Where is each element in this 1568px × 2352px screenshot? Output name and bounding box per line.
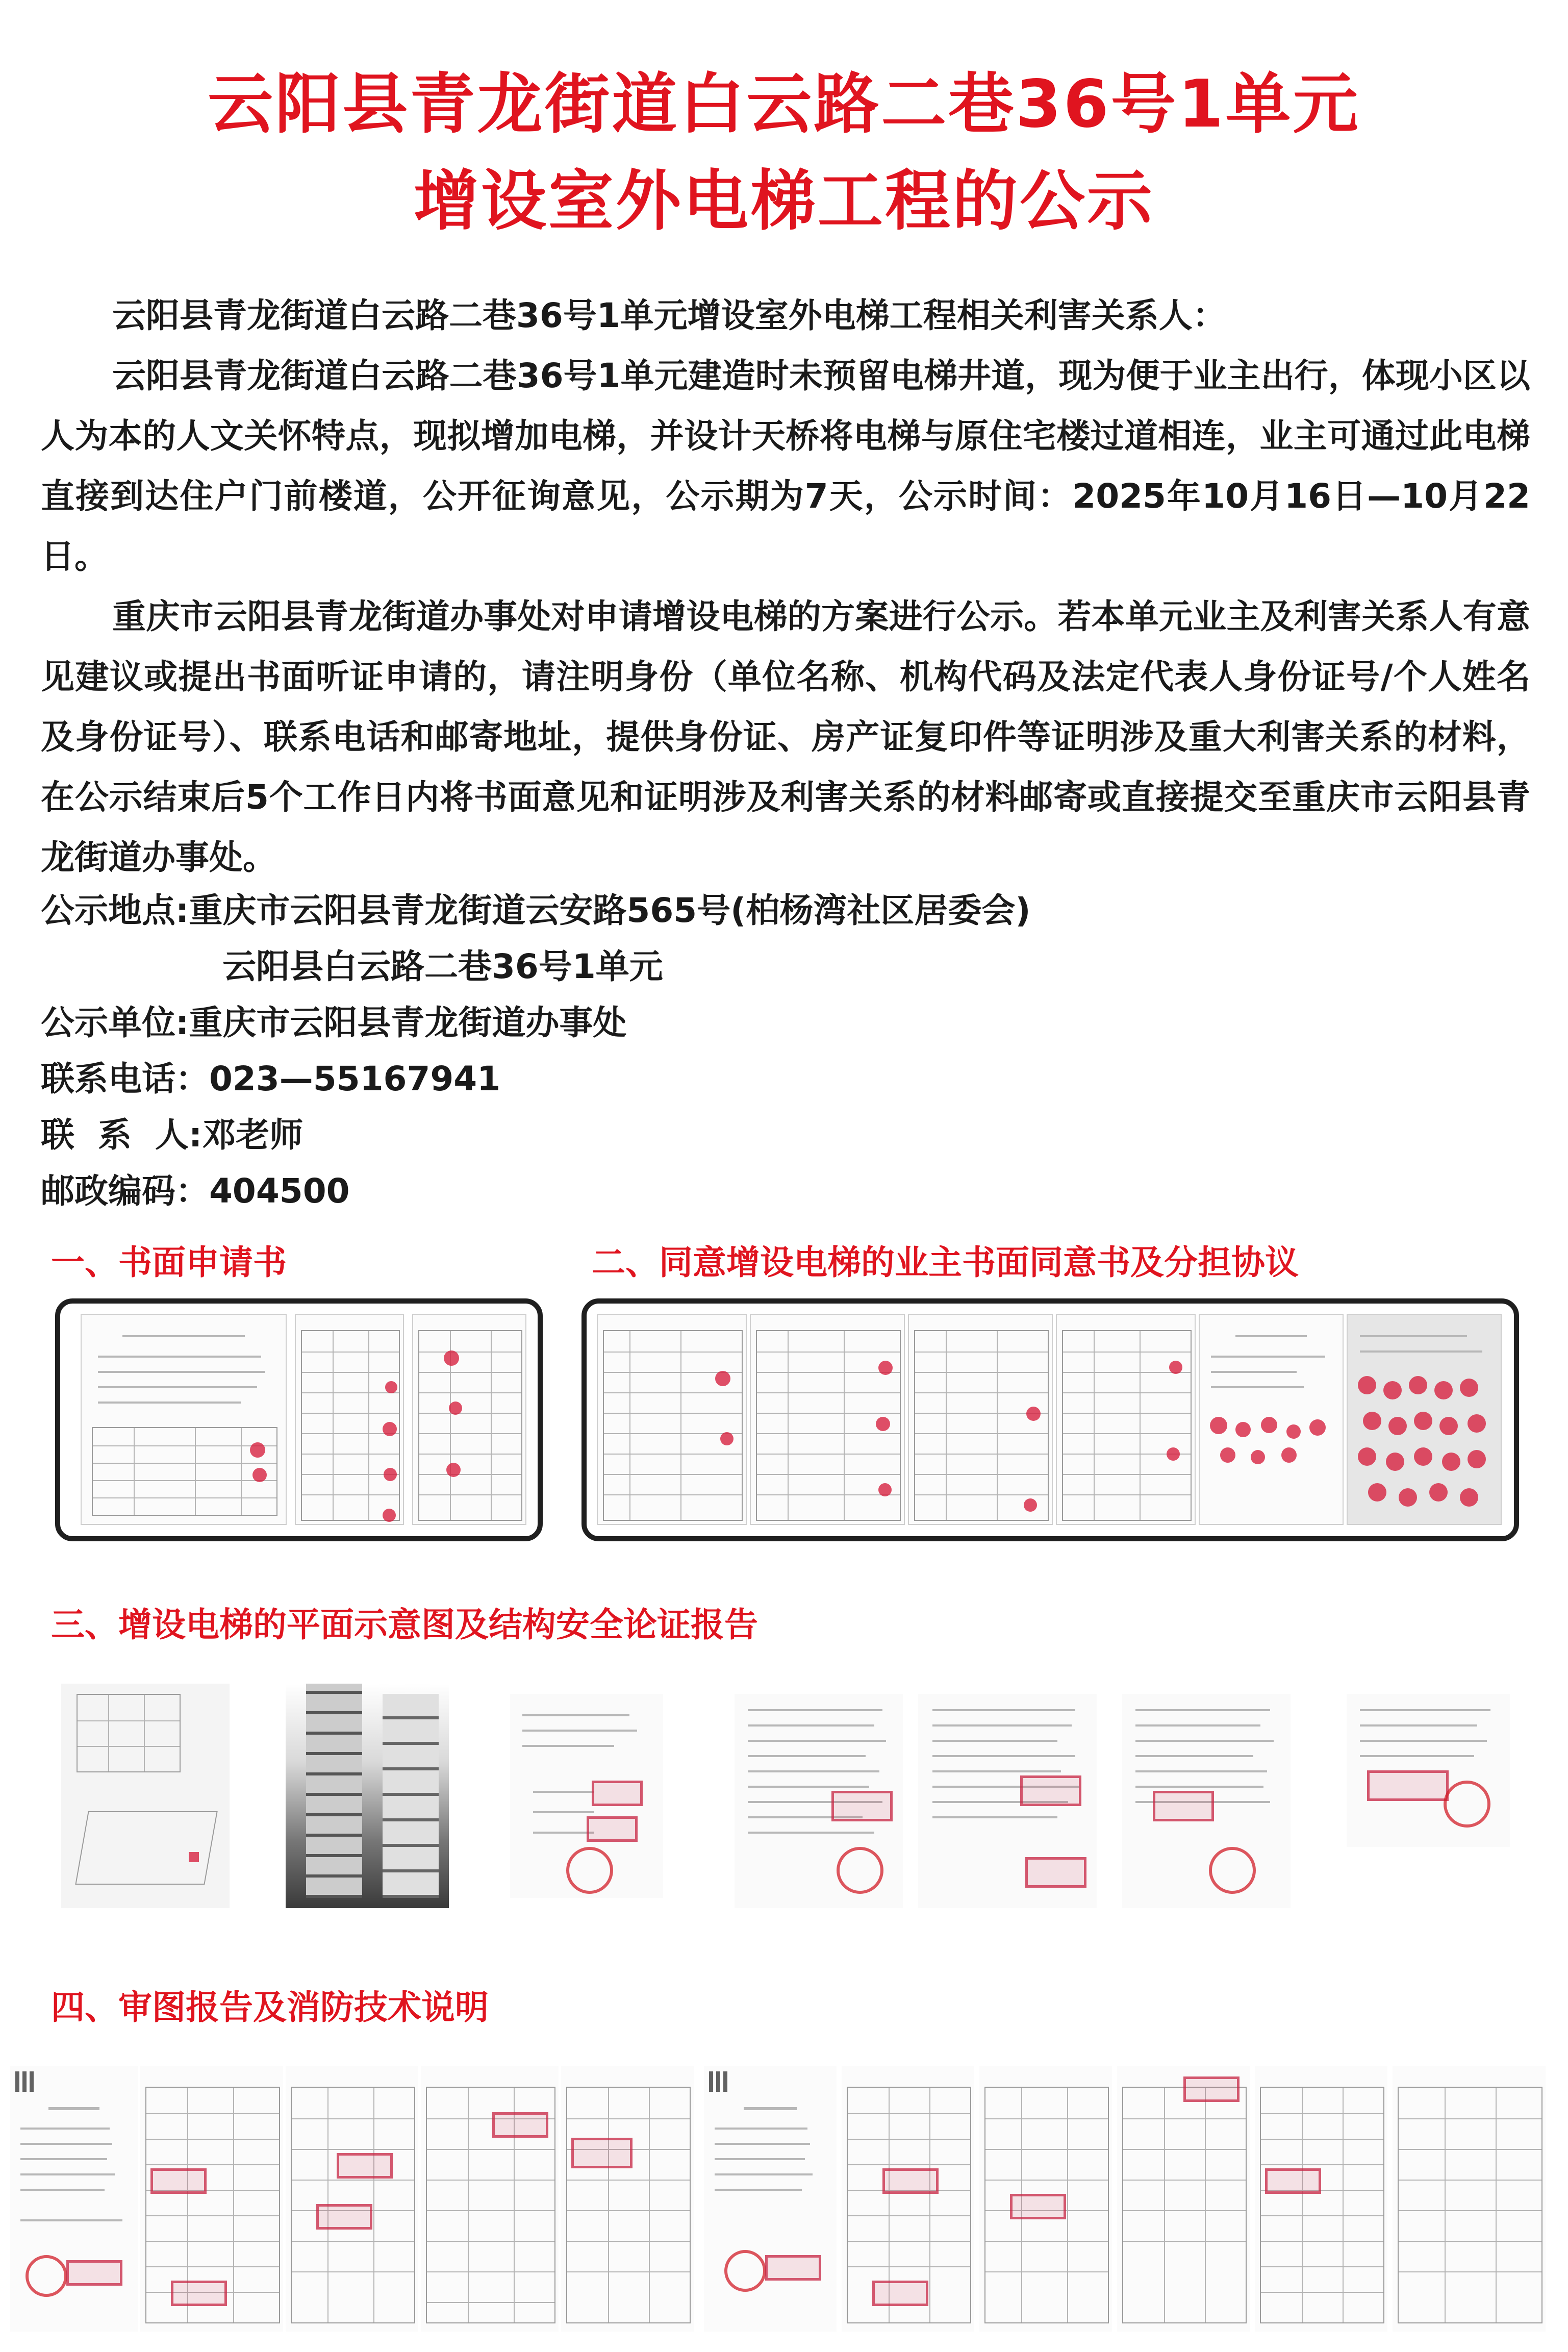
location-label: 公示地点: xyxy=(41,891,189,930)
section-2-heading: 二、同意增设电梯的业主书面同意书及分担协议 xyxy=(592,1243,1299,1282)
location-row xyxy=(41,883,1520,939)
unit-value: 重庆市云阳县青龙街道办事处 xyxy=(189,1003,627,1042)
report-page-3-image xyxy=(1122,1694,1291,1908)
postcode-label: 邮政编码： xyxy=(41,1171,209,1211)
location-1: 重庆市云阳县青龙街道云安路565号(柏杨湾社区居委会) xyxy=(189,891,1031,930)
phone-row xyxy=(41,1051,1520,1107)
report-page-1-image xyxy=(735,1694,903,1908)
page-title-line1: 云阳县青龙街道白云路二巷36号1单元 xyxy=(208,66,1360,142)
section-4-heading: 四、审图报告及消防技术说明 xyxy=(51,1988,489,2027)
application-letter-image xyxy=(81,1314,287,1525)
phone-value: 023—55167941 xyxy=(209,1059,501,1098)
report-conclusion-image xyxy=(1347,1694,1510,1847)
consent-docs-frame xyxy=(581,1298,1519,1541)
certificate-image-4 xyxy=(421,2066,559,2332)
notice-body xyxy=(41,286,1530,888)
certificate-image-5 xyxy=(561,2066,694,2332)
paragraph-1: 云阳县青龙街道白云路二巷36号1单元建造时未预留电梯井道，现为便于业主出行，体现小区以人为本的人文关怀特点，现拟增加电梯，并设计天桥将电梯与原住宅楼过道相连，业主可通过此电梯直接到达住户门前楼道，公开征询意见，公示期为7天，公示时间：2025年10月16日—10月22日。 xyxy=(41,356,1530,576)
contact-label: 联 系 人: xyxy=(41,1115,203,1155)
certificate-image-3 xyxy=(286,2066,418,2332)
certificate-image-11 xyxy=(1393,2066,1546,2332)
cost-sharing-agreement-image xyxy=(1199,1314,1344,1525)
consent-image-4 xyxy=(1056,1314,1196,1525)
application-list-image-2 xyxy=(412,1314,526,1525)
certificate-image-10 xyxy=(1255,2066,1387,2332)
postcode-value: 404500 xyxy=(209,1171,350,1211)
floor-plan-image xyxy=(61,1684,230,1796)
report-page-2-image xyxy=(918,1694,1097,1908)
contact-value: 邓老师 xyxy=(202,1115,304,1155)
application-docs-frame xyxy=(55,1298,543,1541)
location-2: 云阳县白云路二巷36号1单元 xyxy=(222,947,663,986)
section-1-heading: 一、书面申请书 xyxy=(51,1243,287,1282)
certificate-image-9 xyxy=(1117,2066,1250,2332)
site-plan-image xyxy=(61,1796,230,1908)
consent-image-2 xyxy=(750,1314,905,1525)
contact-row xyxy=(41,1107,1520,1163)
certificate-image-6 xyxy=(704,2066,837,2332)
unit-row xyxy=(41,995,1520,1051)
postcode-row xyxy=(41,1163,1520,1219)
unit-label: 公示单位: xyxy=(41,1003,189,1042)
fingerprint-sheet-image xyxy=(1347,1314,1502,1525)
certificate-image-1 xyxy=(10,2066,138,2332)
page-title-line2: 增设室外电梯工程的公示 xyxy=(413,163,1154,239)
paragraph-2: 重庆市云阳县青龙街道办事处对申请增设电梯的方案进行公示。若本单元业主及利害关系人有意见建议或提出书面听证申请的，请注明身份（单位名称、机构代码及法定代表人身份证号/个人姓名及身份证号）、联系电话和邮寄地址，提供身份证、房产证复印件等证明涉及重大利害关系的材料，在公示结束后5个工作日内将书面意见和证明涉及利害关系的材料邮寄或直接提交至重庆市云阳县青龙街道办事处。 xyxy=(41,597,1530,877)
certificate-image-7 xyxy=(842,2066,974,2332)
report-cover-image xyxy=(510,1694,663,1898)
info-block xyxy=(41,883,1520,1219)
location-row-2 xyxy=(41,939,1520,995)
consent-image-3 xyxy=(908,1314,1053,1525)
certificate-image-8 xyxy=(979,2066,1112,2332)
salutation: 云阳县青龙街道白云路二巷36号1单元增设室外电梯工程相关利害关系人： xyxy=(112,296,1226,335)
building-photo xyxy=(286,1684,449,1908)
consent-image-1 xyxy=(597,1314,747,1525)
application-list-image-1 xyxy=(295,1314,404,1525)
certificate-image-2 xyxy=(140,2066,283,2332)
section-3-heading: 三、增设电梯的平面示意图及结构安全论证报告 xyxy=(51,1605,758,1644)
phone-label: 联系电话： xyxy=(41,1059,209,1098)
